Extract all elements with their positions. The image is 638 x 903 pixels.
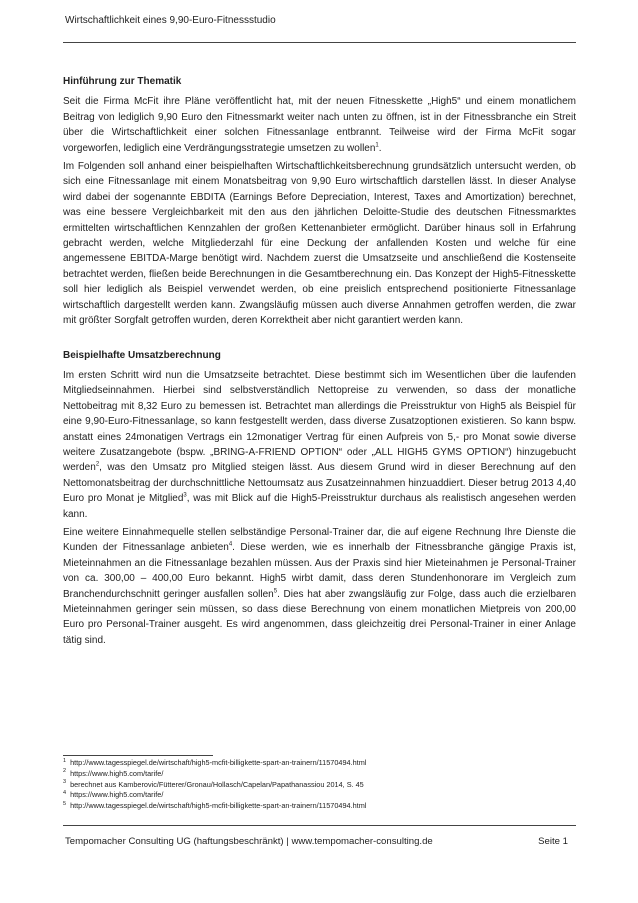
section-heading-introduction: Hinführung zur Thematik <box>63 76 182 87</box>
paragraph-text: . Dies hat aber zwangsläufig zur Folge, dass auch die erzielbaren Mieteinnahmen geringer sein müssen, so dass diese Berechnung von einem monatlichen Mietpreis von 200,00 Euro pro Personal-Trainer ausgeht. Es wird angenommen, dass gleichzeitig drei Personal-Trainer in einer Anlage tätig sind. <box>63 588 577 646</box>
footnote-text: berechnet aus Kamberovic/Fütterer/Gronau/Hollasch/Capelan/Papathanassiou 2014, S. 45 <box>70 779 364 789</box>
footnote-link[interactable]: http://www.tagesspiegel.de/wirtschaft/high5-mcfit-billigkette-spart-an-trainern/11570494.html <box>70 801 367 811</box>
footnote-number: 1 <box>63 757 67 764</box>
page-header <box>63 12 576 43</box>
footnote-link[interactable]: https://www.high5.com/tarife/ <box>70 790 164 800</box>
footnote-number: 4 <box>63 789 67 796</box>
footnote <box>63 780 576 791</box>
paragraph-text: . Diese werden, wie es innerhalb der Fitnessbranche gängige Praxis ist, Mieteinnahmen an die Fitnessanlage bezahlen müssen. Aus der Praxis sind hier Mieteinahmen je Personal-Trainer von ca. 300,00 – 400,00 Euro bekannt. High5 wirbt damit, dass deren Stundenhonorare im Vergleich zum Branchendurchschnitt geringer ausfallen sollen <box>63 542 576 600</box>
footnote <box>63 790 576 801</box>
footnote-number: 5 <box>63 800 67 807</box>
footnote <box>63 758 576 769</box>
footnote-ref: 3 <box>183 492 187 499</box>
paragraph-text: Eine weitere Einnahmequelle stellen selbständige Personal-Trainer dar, die auf eigene Rechnung Ihre Dienste die Kunden der Fitnessanlage anbieten <box>63 526 576 554</box>
paragraph-revenue-1 <box>63 368 576 522</box>
header-title: Wirtschaftlichkeit eines 9,90-Euro-Fitnessstudio <box>65 15 276 26</box>
page-number: Seite 1 <box>538 836 568 847</box>
paragraph-intro-2: Im Folgenden soll anhand einer beispielhaften Wirtschaftlichkeitsberechnung grundsätzlich untersucht werden, ob sich eine Fitnessanlage mit einem Monatsbeitrag von 9,90 Euro wirtschaftlich darstellen lässt. In dieser Analyse wird dabei der sogenannte EBDITA (Earnings Before Depreciation, Interest, Taxes and Amortization) berechnet, was eine bessere Vergleichbarkeit mit den aus den jährlichen Deloitte-Studie des deutschen Fitnessmarktes ermittelten wirtschaftlichen Kennzahlen der großen Kettenanbieter ermöglicht. Darüber hinaus soll in Erfahrung gebracht werden, welche Mitgliederzahl für eine Deckung der anfallenden Kosten und welche für eine angemessene EBITDA-Marge benötigt wird. Nachdem zuerst die Umsatzseite und anschließend die Kostenseite betrachtet werden, fließen beide Berechnungen in die Gesamtberechnung ein. Das Konzept der High5-Fitnesskette soll hier lediglich als Beispiel verwendet werden, ob eine preislich entsprechend positionierte Fitnessanlage wirtschaftlich dargestellt werden kann. Zwangsläufig müssen auch diverse Annahmen getroffen werden, die zwar mit größter Sorgfalt getroffen wurden, deren Korrektheit aber nicht garantiert werden kann. <box>63 161 576 327</box>
paragraph-intro-1 <box>63 94 576 156</box>
footnote-ref: 2 <box>95 462 100 469</box>
paragraph-text: , was mit Blick auf die High5-Preisstruktur durchaus als realistisch angesehen werden kann. <box>63 493 576 520</box>
footnote-link[interactable]: http://www.tagesspiegel.de/wirtschaft/high5-mcfit-billigkette-spart-an-trainern/11570494.html <box>70 758 367 767</box>
footer-company: Tempomacher Consulting UG (haftungsbeschränkt) | www.tempomacher-consulting.de <box>65 836 433 847</box>
paragraph-text-end: . <box>378 142 382 154</box>
footnote-ref: 1 <box>375 142 379 149</box>
paragraph-text: , was den Umsatz pro Mitglied steigen lässt. Aus diesem Grund wird in dieser Berechnung auf den Nettomonatsbeitrag der durchschnittliche Nettoumsatz aus Zusatzeinnahmen hinzuaddiert. Dieser betrug 2013 4,40 Euro pro Monat je Mitglied <box>63 462 576 505</box>
footnote-ref: 4 <box>228 542 233 549</box>
paragraph-revenue-2 <box>63 525 576 648</box>
section-heading-revenue: Beispielhafte Umsatzberechnung <box>63 349 221 361</box>
footnotes <box>63 758 576 812</box>
footnote-divider <box>63 755 213 756</box>
page-footer <box>63 825 576 856</box>
footnote <box>63 801 576 812</box>
paragraph-text: Seit die Firma McFit ihre Pläne veröffentlicht hat, mit der neuen Fitnesskette „High5“ und einem monatlichem Beitrag von lediglich 9,90 Euro den Fitnessmarkt weiter nach unten zu öffnen, ist in der Fitnessbranche ein Streit über die Wirtschaftlichkeit einer solchen Fitnessanlage entbrannt. Teilweise wird der Firma McFit sogar vorgeworfen, lediglich eine Verdrängungsstrategie umsetzen zu wollen <box>63 96 576 154</box>
footnote-number: 3 <box>63 779 67 786</box>
footnote-ref: 5 <box>273 588 278 595</box>
footnote-link[interactable]: https://www.high5.com/tarife/ <box>70 768 164 778</box>
paragraph-text: Im ersten Schritt wird nun die Umsatzseite betrachtet. Diese bestimmt sich im Wesentlichen über die laufenden Mitgliedseinnahmen. Hierbei sind selbstverständlich Nettopreise zu verwenden, so dass der monatliche Nettobeitrag mit 8,32 Euro zu bemessen ist. Betrachtet man allerdings die Preisstruktur von High5 als Beispiel für eine 9,90-Euro-Fitnessanlage, so kann festgestellt werden, dass diverse Zusatzoptionen existieren. So kann bspw. anstatt eines 24monatigen Vertrags ein 12monatiger Vertrag für einen Aufpreis von 5,- pro Monat sowie diverse weitere Zusatzangebote (bspw. „BRING-A-FRIEND OPTION“ oder „ALL HIGH5 GYMS OPTION“) hinzugebucht werden <box>63 369 576 474</box>
footnote-number: 2 <box>63 768 67 775</box>
document-body <box>63 74 576 651</box>
footnote <box>63 769 576 780</box>
